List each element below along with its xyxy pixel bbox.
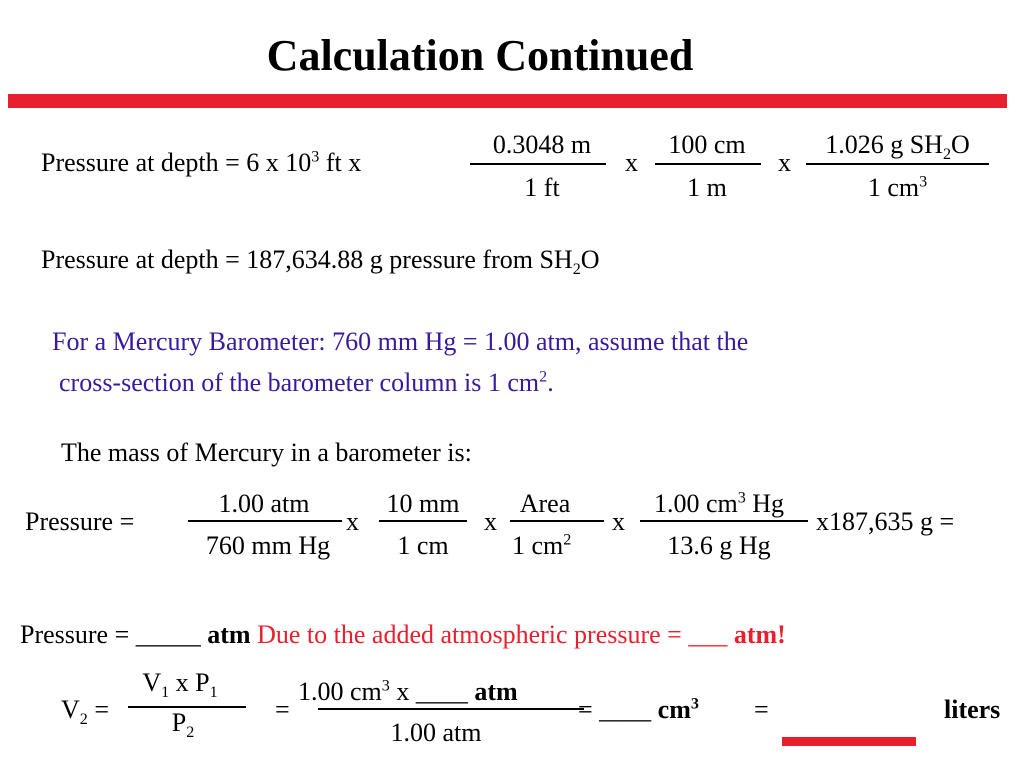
v2-num2-superscript: 3 <box>381 677 390 695</box>
v2-fraction-2-numerator <box>298 679 518 705</box>
pressure-fraction-d-denominator: 13.6 g Hg <box>667 531 771 560</box>
pressure-fraction-b-numerator: 10 mm <box>386 489 460 518</box>
pressure-fraction-b-denominator: 1 cm <box>397 531 449 560</box>
multiply-sign-1: x <box>625 148 638 177</box>
v2-equals-2: = <box>275 695 290 724</box>
depth-result <box>41 245 600 279</box>
pressure-fraction-b-bar <box>379 520 467 522</box>
v2-result-cm-superscript: 3 <box>690 695 699 713</box>
v1-subscript: 1 <box>161 684 170 702</box>
page-title: Calculation Continued <box>266 31 694 80</box>
pressure-fraction-a-numerator: 1.00 atm <box>218 489 310 518</box>
p2-subscript: 2 <box>186 724 195 742</box>
v2-fraction-bar <box>128 706 246 708</box>
v1-symbol: V <box>142 668 162 697</box>
pressure-multiply-2: x <box>484 507 497 536</box>
answer-underline-bar <box>782 737 916 746</box>
mercury-note-line-2 <box>59 370 554 396</box>
depth-unit-text: ft x <box>319 148 362 177</box>
multiply-sign-2: x <box>778 148 791 177</box>
fraction-2-numerator: 100 cm <box>668 130 746 159</box>
v2-num2-atm: atm <box>474 677 518 706</box>
pressure-fraction-c-denominator <box>512 533 598 559</box>
v2-result-cm: cm <box>657 695 691 724</box>
pressure-result-line <box>20 622 786 648</box>
fraction-3-denominator <box>800 175 995 201</box>
fraction-3-num-tail: O <box>951 130 970 159</box>
fraction-3-num-subscript: 2 <box>942 146 952 164</box>
pressure-result-atm: atm <box>207 620 251 649</box>
depth-lhs-text: Pressure at depth = 6 x 10 <box>41 148 312 177</box>
pressure-fraction-a-bar <box>188 520 342 522</box>
depth-equation-lhs <box>41 150 361 176</box>
mercury-note-period: . <box>547 368 554 397</box>
pressure-fraction-a-denominator: 760 mm Hg <box>205 531 331 560</box>
depth-exponent: 3 <box>311 148 320 166</box>
fraction-1-denominator: 1 ft <box>524 173 560 202</box>
p1-symbol: x P <box>169 668 210 697</box>
v2-lhs <box>61 695 110 729</box>
v2-fraction-numerator <box>124 668 236 702</box>
title-divider-bar <box>8 94 1007 108</box>
mercury-note-superscript: 2 <box>539 368 548 386</box>
v2-subscript: 2 <box>79 711 88 729</box>
pressure-fraction-d-num-tail: Hg <box>745 489 785 518</box>
v2-fraction-2-denominator: 1.00 atm <box>390 718 482 747</box>
atmospheric-pressure-note: Due to the added atmospheric pressure = ___ <box>250 620 734 649</box>
fraction-3-num-text: 1.026 g SH <box>825 130 943 159</box>
fraction-1-bar <box>470 163 606 165</box>
v2-equals-liters: = <box>754 695 769 724</box>
fraction-3-den-text: 1 cm <box>867 173 920 202</box>
pressure-fraction-d-numerator <box>630 491 808 517</box>
fraction-3-bar <box>806 163 989 165</box>
pressure-fraction-c-bar <box>510 520 604 522</box>
depth-result-tail: O <box>580 245 600 274</box>
pressure-fraction-d-num-superscript: 3 <box>737 489 746 507</box>
fraction-1-numerator: 0.3048 m <box>492 130 592 159</box>
v2-symbol: V <box>61 695 80 724</box>
v2-num2-blank: x ____ <box>389 677 475 706</box>
v2-fraction-2-bar <box>318 708 584 710</box>
pressure-equation-tail: x187,635 g = <box>816 507 955 536</box>
fraction-3-den-superscript: 3 <box>919 173 928 191</box>
v2-fraction-denominator <box>124 708 242 742</box>
liters-label: liters <box>944 695 1001 724</box>
atmospheric-pressure-atm: atm! <box>733 620 786 649</box>
depth-result-text: Pressure at depth = 187,634.88 g pressure from SH <box>41 245 573 274</box>
depth-result-subscript: 2 <box>572 261 581 279</box>
v2-result-blank: = ____ <box>578 695 658 724</box>
v2-result <box>578 697 699 723</box>
v2-num2-text: 1.00 cm <box>298 677 382 706</box>
pressure-fraction-d-num-text: 1.00 cm <box>653 489 738 518</box>
pressure-fraction-c-numerator: Area <box>519 489 571 518</box>
mass-of-mercury-line: The mass of Mercury in a barometer is: <box>61 438 472 467</box>
p2-symbol: P <box>171 708 187 737</box>
fraction-2-denominator: 1 m <box>687 173 727 202</box>
pressure-result-prefix: Pressure = _____ <box>20 620 208 649</box>
pressure-multiply-1: x <box>346 507 359 536</box>
p1-subscript: 1 <box>209 684 218 702</box>
mercury-note-line-1: For a Mercury Barometer: 760 mm Hg = 1.00 atm, assume that the <box>52 327 749 356</box>
pressure-multiply-3: x <box>612 507 625 536</box>
fraction-2-bar <box>655 163 761 165</box>
pressure-fraction-d-bar <box>640 520 808 522</box>
pressure-fraction-c-den-text: 1 cm <box>512 531 564 560</box>
pressure-fraction-c-den-superscript: 2 <box>563 531 572 549</box>
mercury-note-text: cross-section of the barometer column is 1 cm <box>59 368 540 397</box>
fraction-3-numerator <box>800 130 995 164</box>
v2-equals: = <box>87 695 110 724</box>
pressure-equation-lhs: Pressure = <box>25 507 135 536</box>
